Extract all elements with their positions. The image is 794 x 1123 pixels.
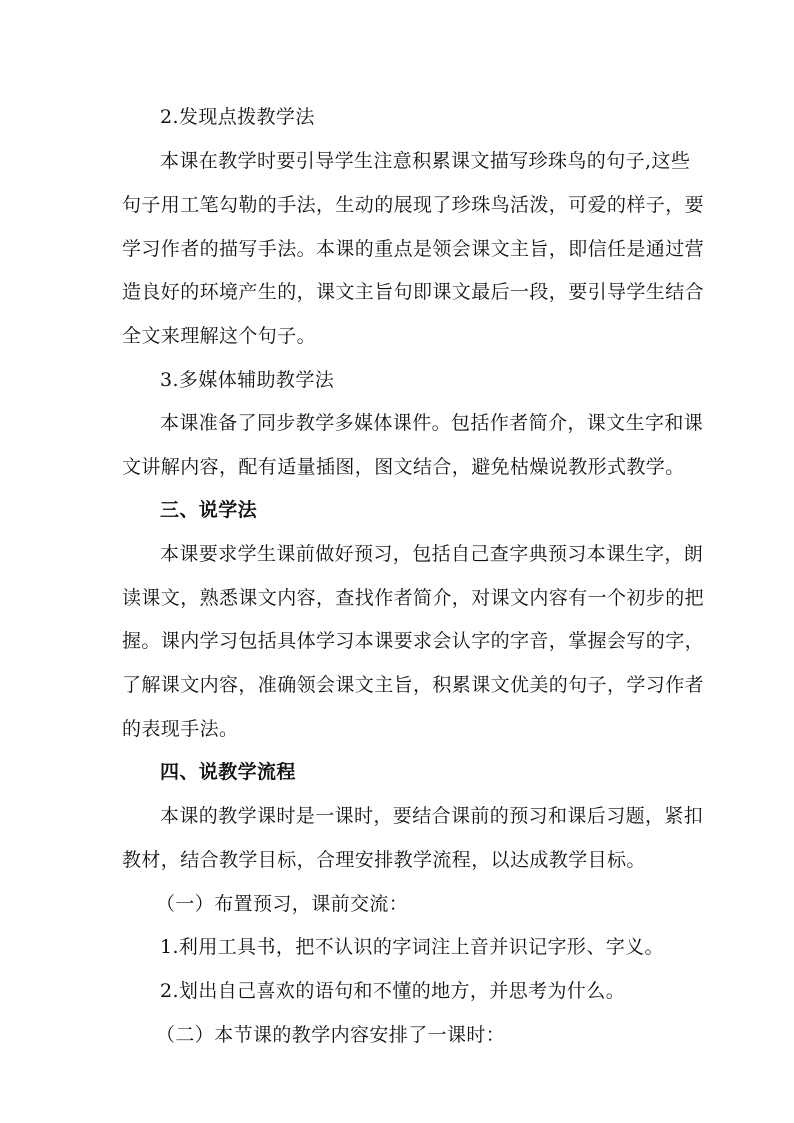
method3-title: 3.多媒体辅助教学法 [160, 369, 335, 391]
method2-line-5: 全文来理解这个句子。 [122, 325, 317, 347]
method2-line-4: 造良好的环境产生的，课文主旨句即课文最后一段，要引导学生结合 [122, 281, 705, 303]
part4-line-2: 教材，结合教学目标，合理安排教学流程，以达成教学目标。 [122, 849, 646, 871]
method2-line-1: 本课在教学时要引导学生注意积累课文描写珍珠鸟的句子,这些 [160, 150, 691, 172]
part4-sub1-item-1: 1.利用工具书，把不认识的字词注上音并识记字形、字义。 [160, 936, 664, 958]
part4-sub1-title: （一）布置预习，课前交流： [156, 893, 409, 915]
method3-line-2: 文讲解内容，配有适量插图，图文结合，避免枯燥说教形式教学。 [122, 456, 685, 478]
method2-line-2: 句子用工笔勾勒的手法，生动的展现了珍珠鸟活泼，可爱的样子，要 [122, 194, 705, 216]
method2-line-3: 学习作者的描写手法。本课的重点是领会课文主旨，即信任是通过营 [122, 238, 705, 260]
part3-line-3: 握。课内学习包括具体学习本课要求会认字的字音，掌握会写的字， [122, 630, 705, 652]
part3-line-4: 了解课文内容，准确领会课文主旨，积累课文优美的句子，学习作者 [122, 674, 705, 696]
part4-sub1-item-2: 2.划出自己喜欢的语句和不懂的地方，并思考为什么。 [160, 980, 626, 1002]
method2-title: 2.发现点拨教学法 [160, 106, 315, 128]
part3-heading: 三、说学法 [160, 499, 258, 521]
method3-line-1: 本课准备了同步教学多媒体课件。包括作者简介，课文生字和课 [160, 412, 704, 434]
part3-line-2: 读课文，熟悉课文内容，查找作者简介，对课文内容有一个初步的把 [122, 587, 705, 609]
part3-line-5: 的表现手法。 [122, 718, 239, 740]
part4-sub2-title: （二）本节课的教学内容安排了一课时： [156, 1024, 506, 1046]
part3-line-1: 本课要求学生课前做好预习，包括自己查字典预习本课生字，朗 [160, 543, 704, 565]
part4-line-1: 本课的教学课时是一课时，要结合课前的预习和课后习题，紧扣 [160, 805, 704, 827]
part4-heading: 四、说教学流程 [160, 761, 296, 783]
